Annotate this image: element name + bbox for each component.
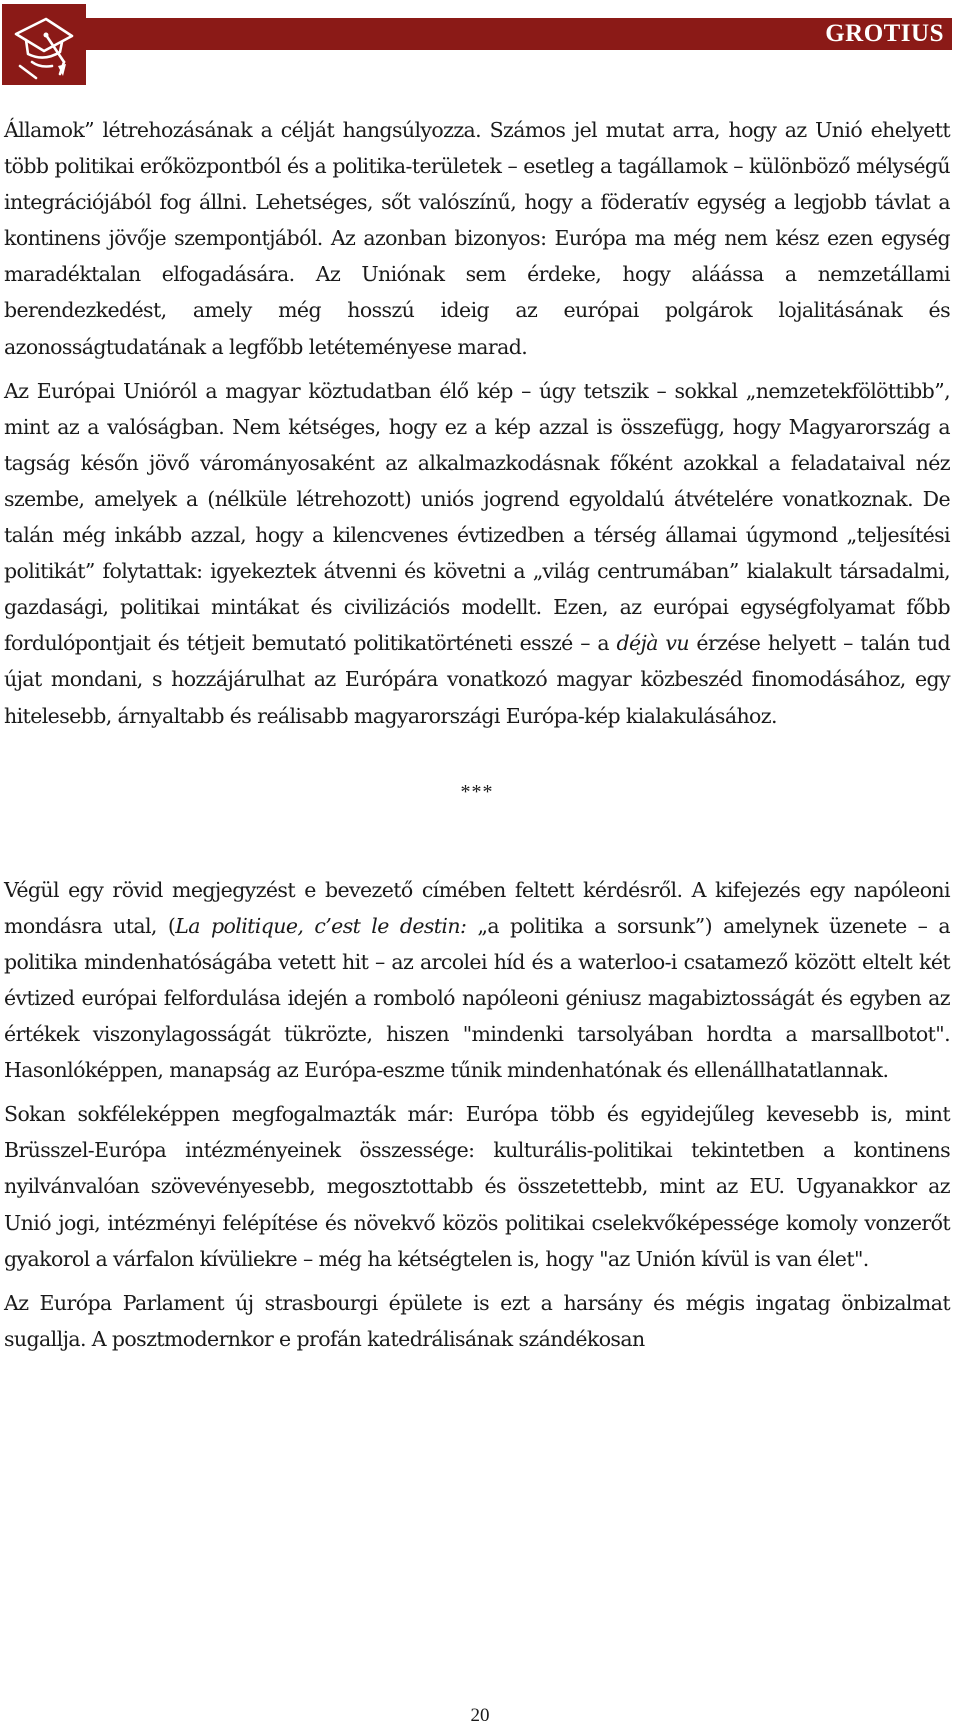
text-segment: Az Európa Parlament új strasbourgi épülete is ezt a harsány és mégis ingatag önbizalmat sugallja. A posztmodernkor e profán katedrálisának szándékosan bbox=[4, 1290, 950, 1351]
text-segment: „a politika a sorsunk”) amelynek üzenete – a politika mindenhatóságába vetett hit – az arcolei híd és a waterloo-i csatamező között eltelt két évtized európai felfordulása idején a romboló napóleoni géniusz magabiztosságát és egyben az értékek viszonylagosságát tükrözte, hiszen "mindenki tarsolyában hordta a marsallbotot". Hasonlóképpen, manapság az Európa-eszme tűnik mindenhatónak és ellenállhatatlannak. bbox=[4, 913, 950, 1083]
page-number: 20 bbox=[470, 1705, 490, 1726]
paragraph bbox=[4, 373, 950, 734]
text-segment: Az Európai Unióról a magyar köztudatban élő kép – úgy tetszik – sokkal „nemzetekfölöttibb”, mint az a valóságban. Nem kétséges, hogy ez a kép azzal is összefügg, hogy Magyarország a tagság későn jövő várományosaként az alkalmazkodásnak főként azokkal a feladataival néz szembe, amelyek a (nélküle létrehozott) uniós jogrend egyoldalú átvételére vonatkoznak. De talán még inkább azzal, hogy a kilencvenes évtizedben a térség államai úgymond „teljesítési politikát” folytattak: igyekeztek átvenni és követni a „világ centrumában” kialakult társadalmi, gazdasági, politikai mintákat és civilizációs modellt. Ezen, az európai egységfolyamat főbb fordulópontjait és tétjeit bemutató politikatörténeti esszé – a bbox=[4, 378, 950, 656]
paragraph bbox=[4, 112, 950, 365]
section-separator: *** bbox=[460, 780, 494, 803]
document-body bbox=[4, 112, 950, 1365]
header-title: GROTIUS bbox=[825, 20, 944, 47]
paragraph bbox=[4, 872, 950, 1089]
header-band bbox=[86, 18, 952, 50]
mortarboard-quill-icon bbox=[2, 4, 86, 85]
paragraph bbox=[4, 1285, 950, 1357]
paragraph-group-1 bbox=[4, 112, 950, 734]
grotius-logo bbox=[2, 4, 86, 85]
text-segment: Államok” létrehozásának a célját hangsúlyozza. Számos jel mutat arra, hogy az Unió ehelyett több politikai erőközpontból és a politika-területek – esetleg a tagállamok – különböző mélységű integrációjából fog állni. Lehetséges, sőt valószínű, hogy a föderatív egység a legjobb távlat a kontinens jövője szempontjából. Az azonban bizonyos: Európa ma még nem kész ezen egység maradéktalan elfogadására. Az Uniónak sem érdeke, hogy aláássa a nemzetállami berendezkedést, amely még hosszú ideig az európai polgárok lojalitásának és azonosságtudatának a legfőbb letéteményese marad. bbox=[4, 118, 950, 359]
paragraph-group-2 bbox=[4, 872, 950, 1357]
text-segment: Végül egy rövid megjegyzést e bevezető címében feltett kérdésről. A kifejezés egy napóleoni mondásra utal, ( bbox=[4, 877, 950, 938]
text-segment: érzése helyett – talán tud újat mondani, s hozzájárulhat az Európára vonatkozó magyar közbeszéd finomodásához, egy hitelesebb, árnyaltabb és reálisabb magyarországi Európa-kép kialakulásához. bbox=[4, 631, 950, 728]
text-segment: Sokan sokféleképpen megfogalmazták már: Európa több és egyidejűleg kevesebb is, mint Brüsszel-Európa intézményeinek összessége: kulturális-politikai tekintetben a kontinens nyilvánvalóan szövevényesebb, megosztottabb és összetettebb, mint az EU. Ugyanakkor az Unió jogi, intézményi felépítése és növekvő közös politikai cselekvőképessége komoly vonzerőt gyakorol a várfalon kívüliekre – még ha kétségtelen is, hogy "az Unión kívül is van élet". bbox=[4, 1102, 950, 1271]
page-header bbox=[0, 0, 960, 90]
italic-text: déjà vu bbox=[616, 631, 689, 656]
italic-text: La politique, c’est le destin: bbox=[175, 913, 467, 938]
paragraph bbox=[4, 1096, 950, 1276]
